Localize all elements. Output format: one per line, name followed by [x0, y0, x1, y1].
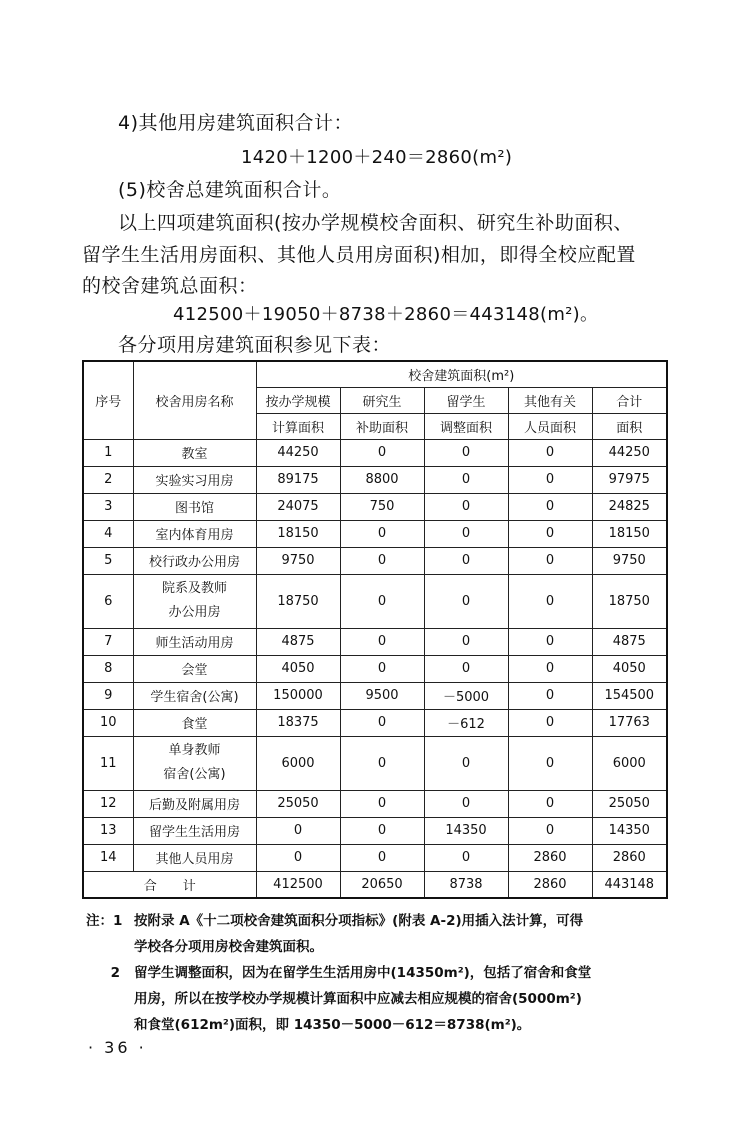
table-row [83, 655, 667, 682]
foreign-student-area: 0 [424, 547, 508, 574]
foreign-student-area: 0 [424, 520, 508, 547]
header-c2b: 补助面积 [340, 413, 424, 439]
room-name-line-1: 单身教师 [168, 743, 221, 759]
table-row [83, 736, 667, 790]
total-area: 2860 [592, 844, 667, 871]
row-number: 3 [83, 493, 133, 520]
header-c5b: 面积 [592, 413, 667, 439]
row-number: 1 [83, 439, 133, 466]
header-c4b: 人员面积 [508, 413, 592, 439]
room-name: 学生宿舍(公寓) [133, 682, 256, 709]
other-personnel-area: 0 [508, 682, 592, 709]
other-personnel-area: 0 [508, 628, 592, 655]
total-c1: 412500 [256, 871, 340, 898]
total-c3: 8738 [424, 871, 508, 898]
total-c4: 2860 [508, 871, 592, 898]
foreign-student-area: 0 [424, 844, 508, 871]
note-2-number: 2 [110, 965, 120, 981]
foreign-student-area: 0 [424, 736, 508, 790]
foreign-student-area: －612 [424, 709, 508, 736]
row-number: 5 [83, 547, 133, 574]
foreign-student-area: 0 [424, 466, 508, 493]
total-c5: 443148 [592, 871, 667, 898]
total-area: 4875 [592, 628, 667, 655]
foreign-student-area: 0 [424, 574, 508, 628]
row-number: 2 [83, 466, 133, 493]
room-name: 校行政办公用房 [133, 547, 256, 574]
table-row [83, 790, 667, 817]
room-name-line-2: 办公用房 [168, 605, 221, 620]
other-personnel-area: 0 [508, 520, 592, 547]
scale-area: 9750 [256, 547, 340, 574]
room-name: 留学生生活用房 [133, 817, 256, 844]
total-area: 6000 [592, 736, 667, 790]
header-c5a: 合计 [592, 387, 667, 413]
foreign-student-area: 0 [424, 439, 508, 466]
table-row [83, 493, 667, 520]
header-area-group: 校舍建筑面积(m²) [256, 361, 667, 387]
table-row [83, 574, 667, 628]
room-name: 会堂 [133, 655, 256, 682]
header-c2a: 研究生 [340, 387, 424, 413]
table-row [83, 682, 667, 709]
other-personnel-area: 0 [508, 790, 592, 817]
foreign-student-area: －5000 [424, 682, 508, 709]
formula-other-area: 1420＋1200＋240＝2860(m²) [241, 147, 513, 168]
row-number: 13 [83, 817, 133, 844]
note-2-line-1: 留学生调整面积，因为在留学生生活用房中(14350m²)，包括了宿舍和食堂 [134, 965, 592, 981]
other-personnel-area: 0 [508, 709, 592, 736]
total-area: 154500 [592, 682, 667, 709]
header-c3a: 留学生 [424, 387, 508, 413]
row-number: 4 [83, 520, 133, 547]
other-personnel-area: 0 [508, 493, 592, 520]
room-name: 图书馆 [133, 493, 256, 520]
foreign-student-area: 0 [424, 493, 508, 520]
other-personnel-area: 0 [508, 466, 592, 493]
header-c3b: 调整面积 [424, 413, 508, 439]
scale-area: 0 [256, 844, 340, 871]
room-name [133, 574, 256, 628]
total-area: 18750 [592, 574, 667, 628]
row-number: 8 [83, 655, 133, 682]
scale-area: 0 [256, 817, 340, 844]
total-label: 合 计 [83, 871, 256, 898]
other-personnel-area: 2860 [508, 844, 592, 871]
graduate-area: 0 [340, 520, 424, 547]
paragraph-line-2: 留学生生活用房面积、其他人员用房面积)相加，即得全校应配置 [82, 244, 636, 266]
graduate-area: 0 [340, 655, 424, 682]
table-row [83, 628, 667, 655]
room-name: 师生活动用房 [133, 628, 256, 655]
scale-area: 6000 [256, 736, 340, 790]
table-row [83, 439, 667, 466]
room-name: 食堂 [133, 709, 256, 736]
foreign-student-area: 14350 [424, 817, 508, 844]
notes-label: 注：1 [86, 913, 123, 929]
scale-area: 4875 [256, 628, 340, 655]
row-number: 10 [83, 709, 133, 736]
room-name [133, 736, 256, 790]
row-number: 6 [83, 574, 133, 628]
total-area: 4050 [592, 655, 667, 682]
other-personnel-area: 0 [508, 736, 592, 790]
header-c4a: 其他有关 [508, 387, 592, 413]
scale-area: 44250 [256, 439, 340, 466]
room-name-line-2: 宿舍(公寓) [163, 767, 226, 782]
other-personnel-area: 0 [508, 574, 592, 628]
graduate-area: 0 [340, 547, 424, 574]
other-personnel-area: 0 [508, 547, 592, 574]
scale-area: 24075 [256, 493, 340, 520]
total-area: 44250 [592, 439, 667, 466]
graduate-area: 0 [340, 628, 424, 655]
graduate-area: 0 [340, 574, 424, 628]
other-personnel-area: 0 [508, 439, 592, 466]
row-number: 12 [83, 790, 133, 817]
table-row [83, 709, 667, 736]
total-area: 97975 [592, 466, 667, 493]
graduate-area: 0 [340, 844, 424, 871]
header-name: 校舍用房名称 [133, 361, 256, 439]
total-area: 24825 [592, 493, 667, 520]
table-row [83, 817, 667, 844]
table-row [83, 547, 667, 574]
other-personnel-area: 0 [508, 817, 592, 844]
header-c1b: 计算面积 [256, 413, 340, 439]
scale-area: 89175 [256, 466, 340, 493]
table-row [83, 466, 667, 493]
total-area: 18150 [592, 520, 667, 547]
graduate-area: 9500 [340, 682, 424, 709]
note-2-line-3: 和食堂(612m²)面积，即 14350－5000－612＝8738(m²)。 [134, 1017, 531, 1033]
table-caption: 各分项用房建筑面积参见下表： [118, 334, 392, 356]
foreign-student-area: 0 [424, 790, 508, 817]
graduate-area: 0 [340, 736, 424, 790]
scale-area: 150000 [256, 682, 340, 709]
row-number: 14 [83, 844, 133, 871]
scale-area: 25050 [256, 790, 340, 817]
total-area: 17763 [592, 709, 667, 736]
room-name-line-1: 院系及教师 [161, 581, 227, 597]
room-name: 后勤及附属用房 [133, 790, 256, 817]
row-number: 9 [83, 682, 133, 709]
header-c1a: 按办学规模 [256, 387, 340, 413]
graduate-area: 8800 [340, 466, 424, 493]
graduate-area: 0 [340, 709, 424, 736]
total-area: 14350 [592, 817, 667, 844]
graduate-area: 750 [340, 493, 424, 520]
room-name: 教室 [133, 439, 256, 466]
paragraph-line-3: 的校舍建筑总面积： [82, 275, 258, 297]
graduate-area: 0 [340, 439, 424, 466]
table-total-row [83, 871, 667, 898]
graduate-area: 0 [340, 817, 424, 844]
other-area-heading: 4)其他用房建筑面积合计： [118, 112, 354, 134]
other-personnel-area: 0 [508, 655, 592, 682]
room-name: 其他人员用房 [133, 844, 256, 871]
row-number: 7 [83, 628, 133, 655]
page-number: · 36 · [88, 1038, 147, 1057]
formula-total-area: 412500＋19050＋8738＋2860＝443148(m²)。 [173, 304, 599, 325]
room-name: 实验实习用房 [133, 466, 256, 493]
scale-area: 18375 [256, 709, 340, 736]
graduate-area: 0 [340, 790, 424, 817]
foreign-student-area: 0 [424, 655, 508, 682]
area-table [82, 360, 668, 899]
table-row [83, 520, 667, 547]
total-area: 9750 [592, 547, 667, 574]
scale-area: 18150 [256, 520, 340, 547]
scale-area: 18750 [256, 574, 340, 628]
room-name: 室内体育用房 [133, 520, 256, 547]
total-area: 25050 [592, 790, 667, 817]
row-number: 11 [83, 736, 133, 790]
scale-area: 4050 [256, 655, 340, 682]
table-row [83, 844, 667, 871]
total-c2: 20650 [340, 871, 424, 898]
note-1-line-1: 按附录 A《十二项校舍建筑面积分项指标》(附表 A-2)用插入法计算，可得 [134, 913, 584, 929]
note-1-line-2: 学校各分项用房校舍建筑面积。 [134, 939, 323, 955]
note-2-line-2: 用房，所以在按学校办学规模计算面积中应减去相应规模的宿舍(5000m²) [134, 991, 582, 1007]
paragraph-line-1: 以上四项建筑面积(按办学规模校舍面积、研究生补助面积、 [118, 212, 633, 234]
foreign-student-area: 0 [424, 628, 508, 655]
header-seq: 序号 [83, 361, 133, 439]
total-area-heading: (5)校舍总建筑面积合计。 [118, 179, 342, 201]
notes [86, 908, 666, 1038]
